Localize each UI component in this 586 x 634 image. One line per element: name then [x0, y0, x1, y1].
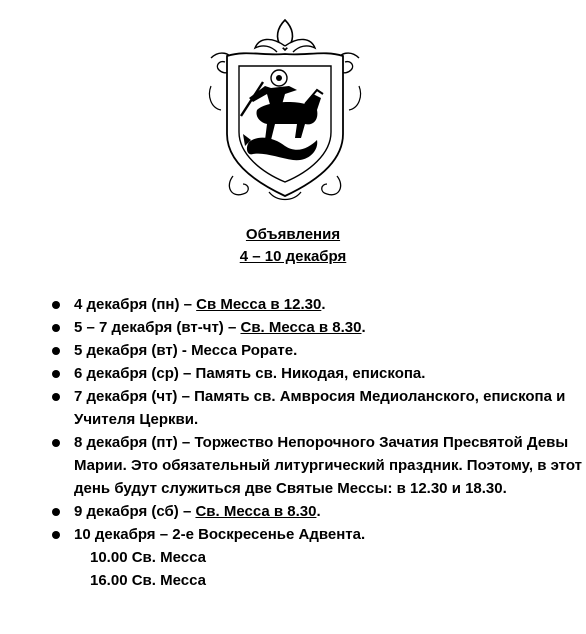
list-item [52, 523, 582, 592]
mass-time-text: Св Месса в 12.30 [196, 296, 322, 313]
list-item [52, 362, 582, 385]
list-item [52, 500, 582, 523]
item-text: 7 декабря (чт) – Память св. Амвросия Медиоланского, епископа и Учителя Церкви. [74, 388, 566, 428]
bullet-icon [52, 531, 60, 539]
announcement-list [52, 293, 582, 592]
bullet-icon [52, 439, 60, 447]
bullet-icon [52, 347, 60, 355]
item-text: 4 декабря (пн) – [74, 296, 197, 313]
item-text: 8 декабря (пт) – Торжество Непорочного Зачатия Пресвятой Девы Марии. Это обязательный литургический праздник. Поэтому, в этот день будут служиться две Святые Мессы: в 12.30 и 18.30. [74, 434, 582, 497]
item-text: 9 декабря (сб) – [74, 503, 196, 520]
item-text: 5 декабря (вт) - Месса Рорате. [74, 342, 298, 359]
list-item [52, 431, 582, 500]
coat-of-arms-emblem [205, 16, 365, 206]
announcements-title: Объявления [245, 226, 341, 243]
item-text: 6 декабря (ср) – Память св. Никодая, епископа. [74, 365, 426, 382]
sunday-mass-time: 16.00 Св. Месса [90, 572, 206, 589]
list-item [52, 339, 582, 362]
date-range: 4 – 10 декабря [239, 248, 347, 265]
bullet-icon [52, 370, 60, 378]
mass-time-text: Св. Месса в 8.30 [195, 503, 317, 520]
bullet-icon [52, 393, 60, 401]
item-text: 5 – 7 декабря (вт-чт) – [74, 319, 241, 336]
mass-time-text: Св. Месса в 8.30 [240, 319, 362, 336]
list-item [52, 316, 582, 339]
item-suffix: . [316, 503, 321, 520]
bullet-icon [52, 508, 60, 516]
item-text: 10 декабря – 2-е Воскресенье Адвента. [74, 526, 366, 543]
list-item [52, 293, 582, 316]
list-item [52, 385, 582, 431]
bullet-icon [52, 324, 60, 332]
item-suffix: . [321, 296, 326, 313]
sunday-mass-time: 10.00 Св. Месса [90, 549, 206, 566]
item-suffix: . [361, 319, 366, 336]
bullet-icon [52, 301, 60, 309]
